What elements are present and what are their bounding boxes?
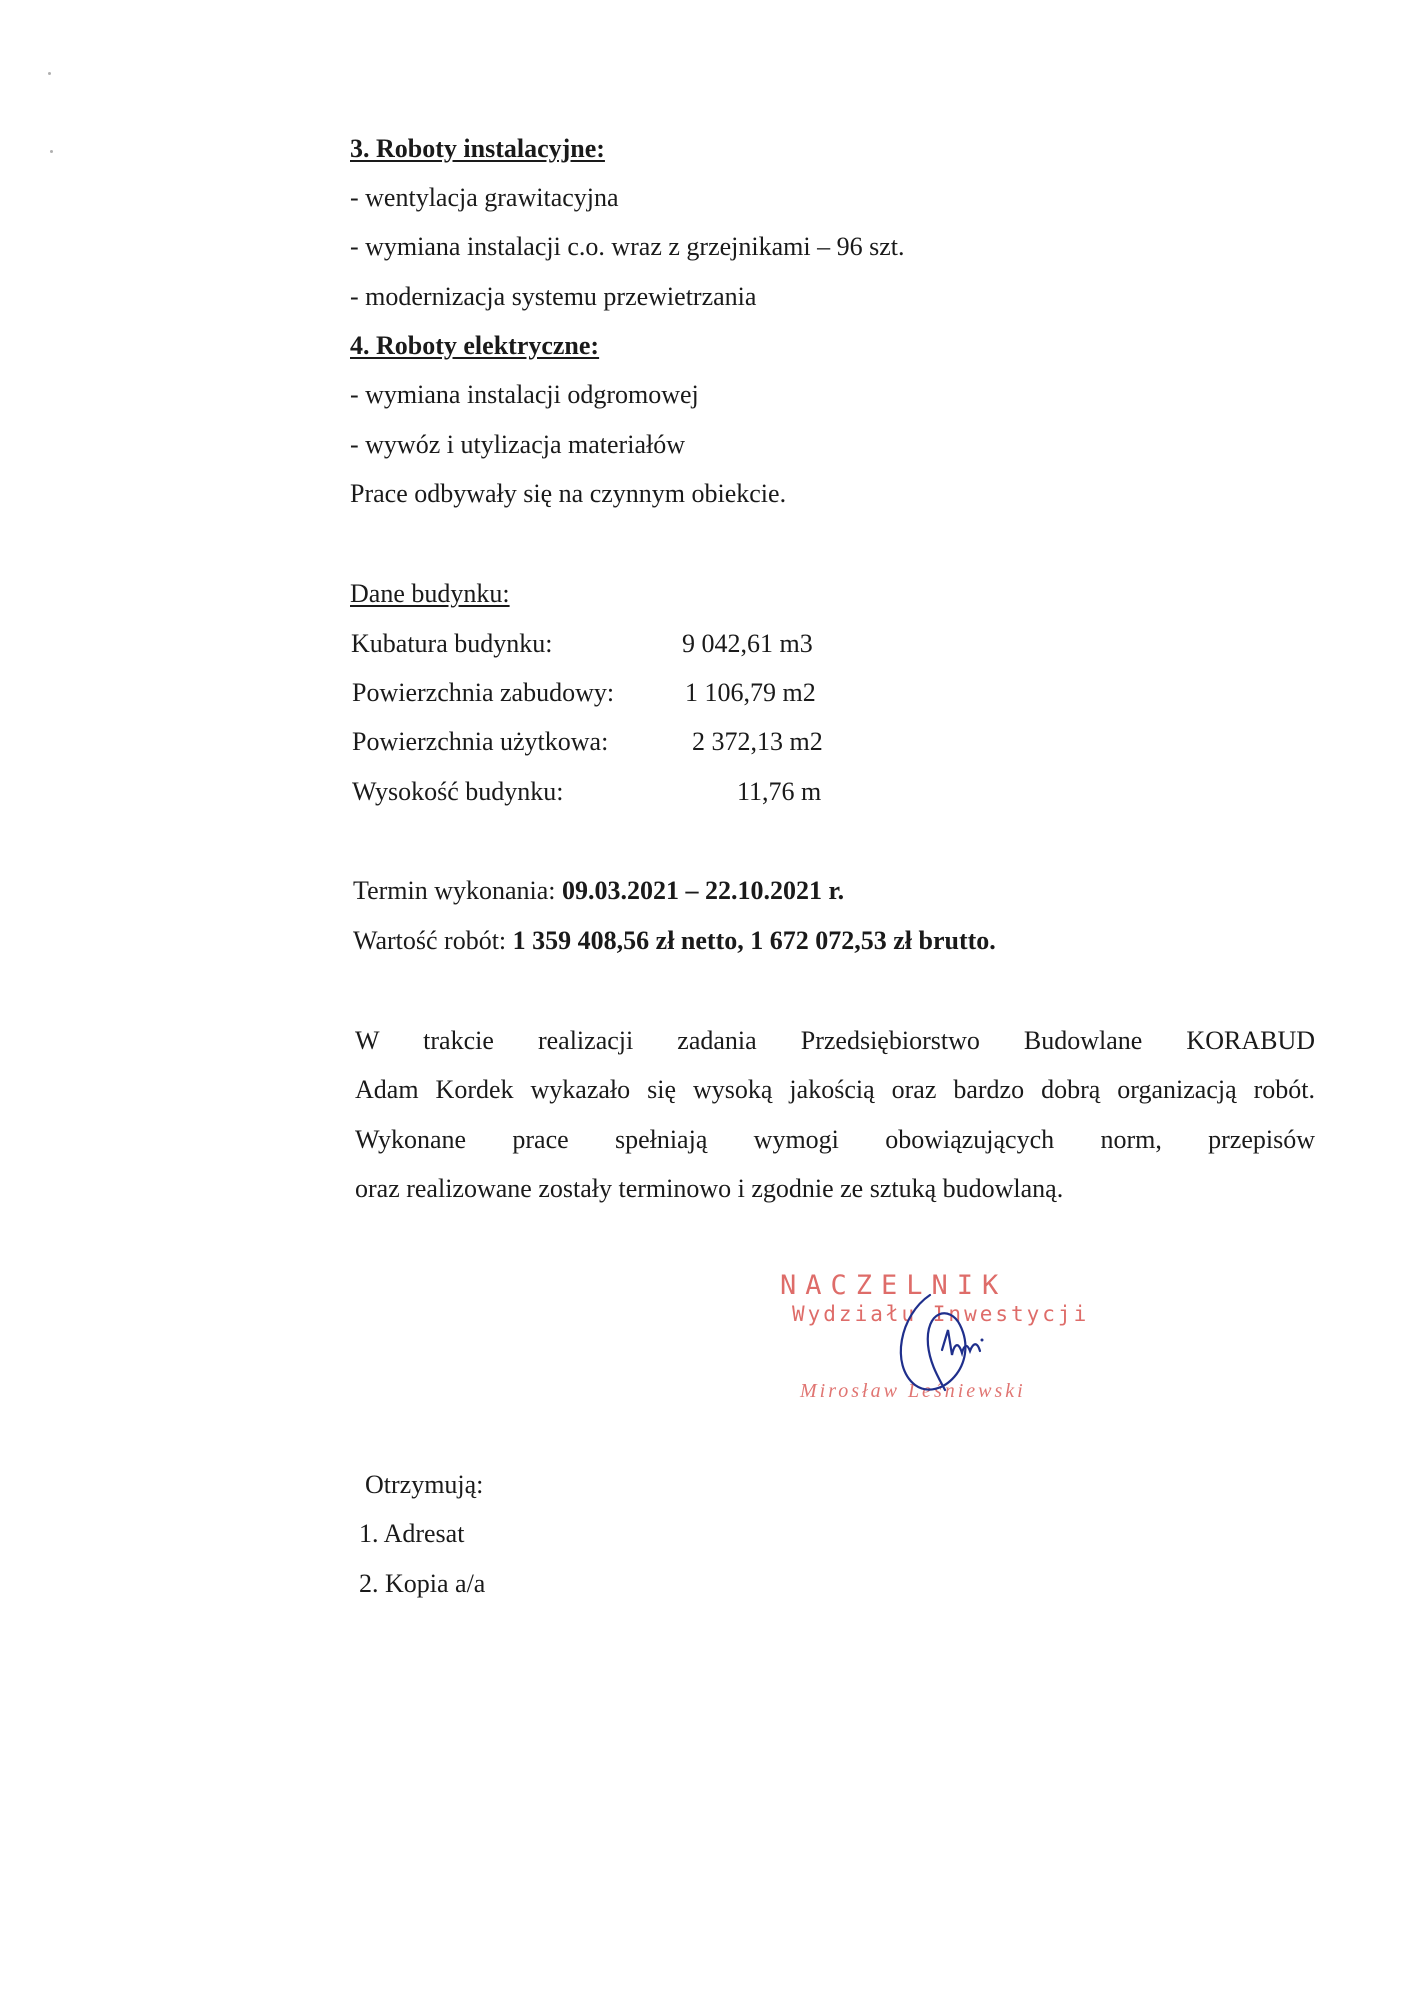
stamp-title: NACZELNIK xyxy=(780,1270,1008,1301)
paragraph-line: oraz realizowane zostały terminowo i zgodnie ze sztuką budowlaną. xyxy=(355,1174,1064,1203)
building-value-usable-area: 2 372,13 m2 xyxy=(692,727,823,756)
building-value-built-area: 1 106,79 m2 xyxy=(685,678,816,707)
term-label: Termin wykonania: xyxy=(353,876,563,905)
scan-speck xyxy=(48,72,51,75)
cost-line xyxy=(353,925,996,957)
paragraph-line: W trakcie realizacji zadania Przedsiębiorstwo Budowlane KORABUD xyxy=(355,1026,1315,1055)
term-line xyxy=(353,875,844,907)
section4-item: - wywóz i utylizacja materiałów xyxy=(350,430,685,459)
paragraph-line: Adam Kordek wykazało się wysoką jakością oraz bardzo dobrą organizacją robót. xyxy=(355,1075,1315,1104)
building-heading: Dane budynku: xyxy=(350,579,510,608)
section4-heading: 4. Roboty elektryczne: xyxy=(350,331,600,360)
term-value: 09.03.2021 – 22.10.2021 r. xyxy=(562,876,845,905)
building-label-height: Wysokość budynku: xyxy=(352,777,564,806)
section4-note: Prace odbywały się na czynnym obiekcie. xyxy=(350,479,787,508)
paragraph-line: Wykonane prace spełniają wymogi obowiązujących norm, przepisów xyxy=(355,1125,1315,1154)
building-label-usable-area: Powierzchnia użytkowa: xyxy=(352,727,609,756)
building-label-built-area: Powierzchnia zabudowy: xyxy=(352,678,615,707)
section3-item: - wymiana instalacji c.o. wraz z grzejnikami – 96 szt. xyxy=(350,232,905,261)
building-value-height: 11,76 m xyxy=(737,777,822,806)
recipient-item: 2. Kopia a/a xyxy=(359,1569,486,1598)
building-value-volume: 9 042,61 m3 xyxy=(682,629,813,658)
stamp-department: Wydziału Inwestycji xyxy=(792,1302,1090,1326)
section3-item: - modernizacja systemu przewietrzania xyxy=(350,282,757,311)
stamp-name: Mirosław Leśniewski xyxy=(800,1380,1026,1402)
recipient-item: 1. Adresat xyxy=(359,1519,465,1548)
scan-speck xyxy=(50,150,53,153)
section4-item: - wymiana instalacji odgromowej xyxy=(350,380,699,409)
section3-heading: 3. Roboty instalacyjne: xyxy=(350,134,605,163)
recipients-heading: Otrzymują: xyxy=(365,1470,484,1499)
cost-label: Wartość robót: xyxy=(353,926,513,955)
building-label-volume: Kubatura budynku: xyxy=(351,629,553,658)
section3-item: - wentylacja grawitacyjna xyxy=(350,183,619,212)
handwritten-signature xyxy=(870,1285,1010,1405)
cost-value: 1 359 408,56 zł netto, 1 672 072,53 zł brutto. xyxy=(512,926,996,955)
